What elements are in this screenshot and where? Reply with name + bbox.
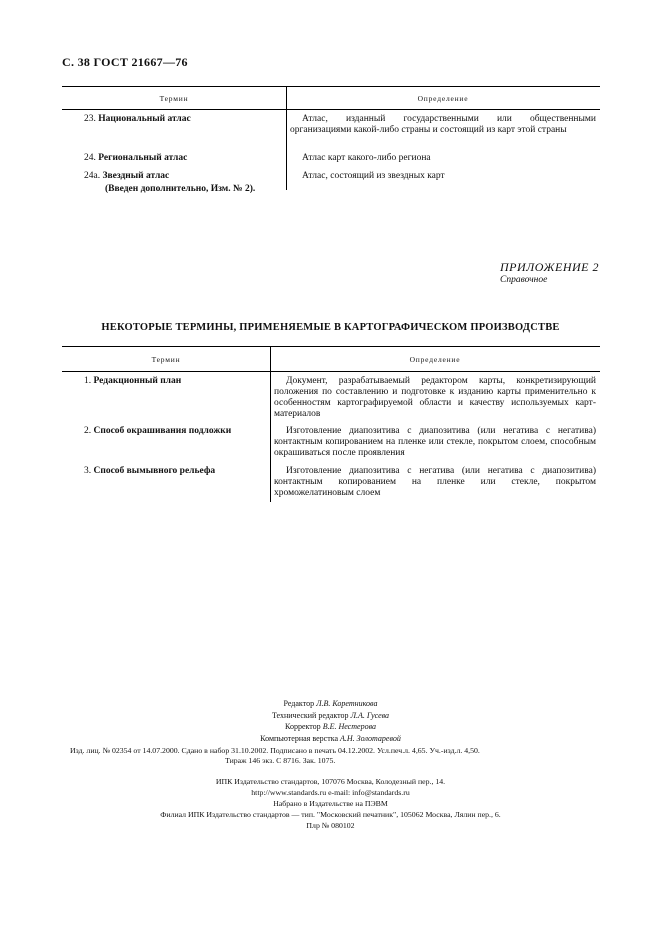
column-divider [286,86,287,190]
term-definition: Атлас карт какого-либо региона [302,153,431,163]
credit-person: В.Е. Нестерова [322,722,376,731]
credit-role: Редактор [283,699,315,708]
terms-table-2 [62,346,600,504]
column-header-term: Термин [159,93,189,103]
term-definition: Изготовление диапозитива с диапозитива (или негатива с негатива) контактным копированием на пленке или стекле, покрытом слоем, способным окрашиваться после проявления [274,426,596,458]
credit-role: Компьютерная верстка [260,733,339,743]
table-header [62,346,600,372]
credit-role: Технический редактор [271,710,349,720]
footer-line: ИПК Издательство стандартов, 107076 Москва, Колодезный пер., 14. [215,777,446,786]
footer-line: Набрано в Издательстве на ПЭВМ [273,799,388,808]
section-title: НЕКОТОРЫЕ ТЕРМИНЫ, ПРИМЕНЯЕМЫЕ В КАРТОГРАФИЧЕСКОМ ПРОИЗВОДСТВЕ [101,322,560,333]
amendment-note: (Введен дополнительно, Изм. № 2). [105,184,256,194]
credit-line [0,698,661,710]
term-definition: Документ, разрабатываемый редактором карты, конкретизирующий положения по составлению и подготовке к изданию карты применительно к особенностям картографируемой области и качеству используемых карт-материалов [274,376,596,419]
credit-person: А.Н. Золотаревой [340,733,401,743]
print-run-info: Тираж 146 экз. С 8716. Зак. 1075. [225,756,336,765]
term-number: 23. [84,114,96,124]
appendix-label [500,260,599,285]
column-header-term: Термин [151,354,181,364]
term-definition: Атлас, изданный государственными или общественными организациями какой-либо страны и состоящий из карт этой страны [290,114,596,135]
publication-info: Изд. лиц. № 02354 от 14.07.2000. Сдано в набор 31.10.2002. Подписано в печать 04.12.2002. Усл.печ.л. 4,65. Уч.-изд.л. 4,50. [70,746,480,755]
column-divider [270,346,271,502]
credit-line [0,733,661,745]
appendix-subtitle: Справочное [500,275,548,285]
footer-line: http://www.standards.ru e-mail: info@standards.ru [251,788,410,797]
footer-line: Филиал ИПК Издательство стандартов — тип. "Московский печатник", 105062 Москва, Лялин пер., 6. [160,810,501,819]
term-name: Способ окрашивания подложки [93,426,232,436]
term-name: Национальный атлас [98,114,191,124]
term-number: 24. [84,153,96,163]
credit-line [0,721,661,733]
column-header-definition: Определение [417,93,469,103]
term-name: Региональный атлас [98,153,188,163]
appendix-title: ПРИЛОЖЕНИЕ 2 [500,260,599,274]
credit-person: Л.В. Коретникова [316,699,378,708]
page-header: С. 38 ГОСТ 21667—76 [62,55,188,69]
terms-table-1 [62,86,600,192]
publisher-footer [0,776,661,831]
term-number: 1. [84,376,92,386]
term-number: 3. [84,466,92,476]
term-number: 2. [84,426,92,436]
credits-block [0,698,661,744]
column-header-definition: Определение [409,354,461,364]
term-name: Звездный атлас [102,171,170,181]
table-header [62,86,600,110]
footer-line: Плр № 080102 [306,821,355,830]
credit-line [0,710,661,722]
term-definition: Изготовление диапозитива с негатива (или негатива с диапозитива) контактным копированием на пленке или стекле, покрытом хроможелатиновым слоем [274,466,596,498]
credit-person: Л.А. Гусева [350,710,390,720]
credit-role: Корректор [285,722,321,731]
term-name: Редакционный план [93,376,182,386]
term-name: Способ вымывного рельефа [93,466,216,476]
term-definition: Атлас, состоящий из звездных карт [302,171,445,181]
term-number: 24а. [84,171,101,181]
